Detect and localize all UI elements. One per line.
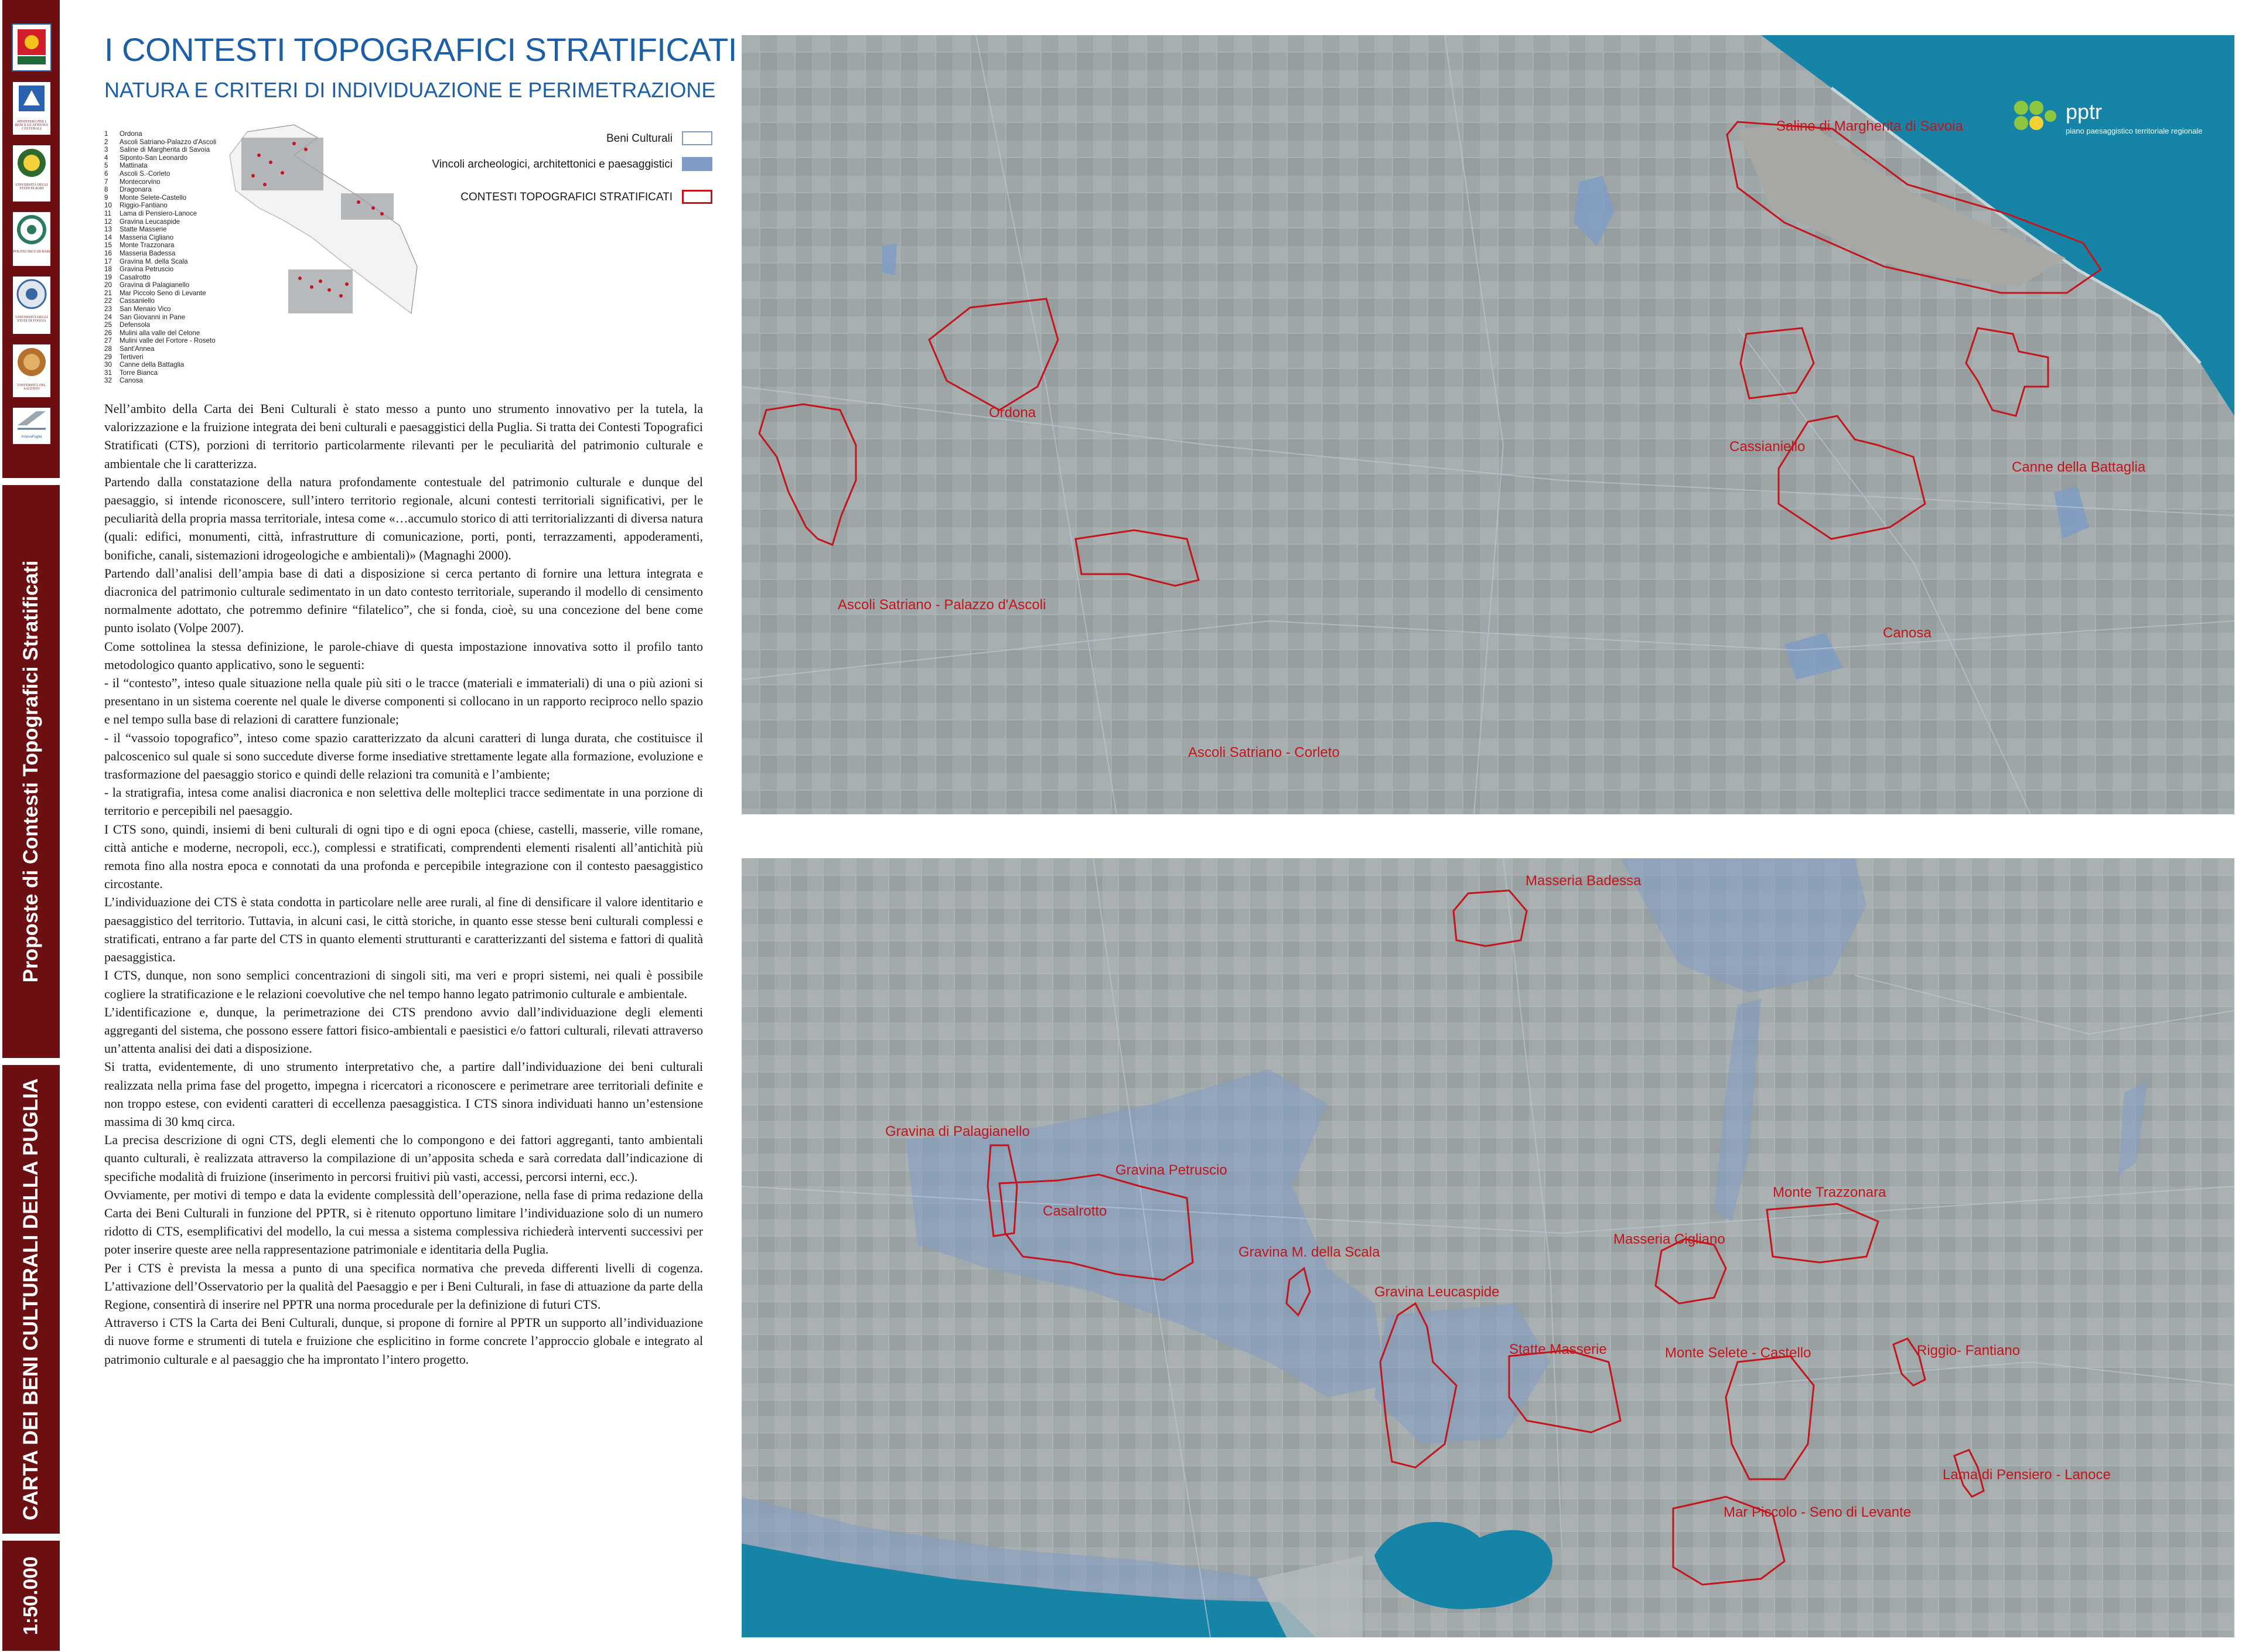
index-item	[104, 170, 216, 178]
map-bottom[interactable]	[742, 858, 2234, 1637]
cts-index-list	[104, 130, 216, 385]
body-paragraph: Come sottolinea la stessa definizione, le parole-chiave di questa impostazione innovativa sotto il profilo tanto metodologico quanto applicativo, sono le seguenti:	[104, 639, 703, 672]
index-item	[104, 321, 216, 329]
index-name: Saline di Margherita di Savoia	[120, 146, 210, 154]
index-item	[104, 377, 216, 385]
index-name: Tertiveri	[120, 353, 144, 361]
body-paragraph: - la stratigrafia, intesa come analisi diacronica e non selettiva delle molteplici tracce sedimentate in una porzione di territorio e percepibili nel paesaggio.	[104, 786, 703, 818]
legend-cts-label: CONTESTI TOPOGRAFICI STRATIFICATI	[460, 191, 673, 203]
index-item	[104, 178, 216, 186]
index-name: Ordona	[120, 130, 142, 138]
index-number: 6	[104, 169, 108, 178]
pptr-name: pptr	[2066, 100, 2103, 124]
index-number: 5	[104, 162, 108, 170]
map-top[interactable]	[742, 35, 2234, 814]
body-paragraph: - il “vassoio topografico”, inteso come spazio caratterizzato da alcuni caratteri di lunga durata, che costituisce il palcoscenico sul quale si sono succedute diverse forme insediative strettamente legate alla formazione, evoluzione e trasformazione del paesaggio storico e quindi delle relazioni tra comunità e l’ambiente;	[104, 731, 703, 782]
index-number: 11	[104, 209, 112, 217]
index-item	[104, 337, 216, 345]
index-number: 27	[104, 337, 112, 345]
index-item	[104, 289, 216, 298]
index-item	[104, 329, 216, 337]
index-item	[104, 130, 216, 138]
index-item	[104, 154, 216, 162]
index-number: 10	[104, 202, 112, 210]
index-name: Mulini alla valle del Celone	[120, 329, 200, 337]
universita-bari-logo	[13, 145, 50, 202]
index-number: 7	[104, 178, 108, 186]
index-item	[104, 369, 216, 377]
pptr-logo	[2013, 100, 2212, 146]
politecnico-bari-caption: POLITECNICO DI BARI	[13, 250, 50, 254]
body-paragraph: Attraverso i CTS la Carta dei Beni Culturali, dunque, si propone di fornire al PPTR un supporto all’individuazione di nuove forme e strumenti di tutela e fruizione che esplicitino in forme concrete l’approccio globale e integrato al patrimonio culturale e al paesaggio che ha improntato l’intero progetto.	[104, 1316, 703, 1367]
index-number: 20	[104, 281, 112, 289]
label-masseria-badessa: Masseria Badessa	[1526, 873, 1642, 889]
label-monte-trazzonara: Monte Trazzonara	[1773, 1185, 1886, 1200]
carta-label: CARTA DEI BENI CULTURALI DELLA PUGLIA	[19, 1078, 42, 1521]
label-ordona: Ordona	[989, 405, 1036, 421]
index-name: Mar Piccolo Seno di Levante	[120, 289, 206, 297]
label-ascoli-palazzo: Ascoli Satriano - Palazzo d'Ascoli	[838, 597, 1046, 613]
body-paragraph: Per i CTS è prevista la messa a punto di una specifica normativa che preveda differenti livelli di cogenza. L’attivazione dell’Osservatorio per la qualità del Paesaggio e per i Beni Culturali, in fase di attuazione da parte della Regione, consentirà di inserire nel PPTR una norma procedurale per la definizione di futuri CTS.	[104, 1261, 703, 1312]
universita-salento-logo	[13, 344, 50, 397]
legend-beni-swatch	[682, 131, 712, 145]
index-name: Mattinata	[120, 162, 148, 170]
politecnico-bari-logo	[13, 212, 50, 266]
index-item	[104, 194, 216, 202]
body-paragraph: I CTS sono, quindi, insiemi di beni culturali di ogni tipo e di ogni epoca (chiese, castelli, masserie, ville romane, città antiche e moderne, necropoli, ecc.), complessi e stratificati, comprendenti elementi risalenti all’antichità più remota fino alla nostra epoca e connotati da una profonda e percepibile integrazione con il contesto paesaggistico circostante.	[104, 822, 703, 892]
label-mar-piccolo: Mar Piccolo - Seno di Levante	[1724, 1504, 1912, 1520]
universita-salento-caption: UNIVERSITÀ DEL SALENTO	[17, 384, 46, 391]
index-item	[104, 218, 216, 226]
index-name: Gravina Leucaspide	[120, 217, 180, 226]
body-paragraph: Partendo dall’analisi dell’ampia base di dati a disposizione si cerca pertanto di fornire una lettura integrata e diacronica del patrimonio culturale sedimentato in un dato contesto territoriale, superando il modello di censimento normalmente adottato, che potremmo definire “filatelico”, che si fonda, cioè, su una concezione del bene come punto isolato (Volpe 2007).	[104, 566, 703, 636]
index-name: Dragonara	[120, 186, 152, 194]
index-item	[104, 305, 216, 313]
index-number: 3	[104, 146, 108, 154]
body-paragraph: L’individuazione dei CTS è stata condotta in particolare nelle aree rurali, al fine di densificare il valore identitario e paesaggistico del territorio. Tuttavia, in alcuni casi, le città storiche, in quanto esse stesse beni culturali complessi e stratificati, entrano a far parte del CTS in quanto elementi strutturanti e caratterizzanti del sistema e fattori di qualità paesaggistica.	[104, 895, 703, 965]
label-lama-pensiero: Lama di Pensiero - Lanoce	[1943, 1467, 2111, 1483]
index-item	[104, 241, 216, 250]
scale-box	[2, 1541, 60, 1651]
index-name: Canosa	[120, 377, 143, 385]
universita-foggia-caption: UNIVERSITÀ DEGLI STUDI DI FOGGIA	[15, 316, 48, 323]
index-item	[104, 210, 216, 218]
puglia-minimap	[224, 120, 423, 343]
index-name: Mulini valle del Fortore - Roseto	[120, 337, 216, 345]
index-item	[104, 202, 216, 210]
index-name: Lama di Pensiero-Lanoce	[120, 209, 197, 217]
index-number: 23	[104, 305, 112, 313]
scale-label: 1:50.000	[19, 1556, 42, 1636]
universita-foggia-logo	[13, 277, 50, 334]
index-number: 28	[104, 345, 112, 353]
label-gravina-petruscio: Gravina Petruscio	[1115, 1162, 1227, 1178]
index-name: Gravina Petruscio	[120, 265, 174, 274]
index-name: Masseria Badessa	[120, 249, 176, 257]
index-name: Monte Trazzonara	[120, 241, 175, 250]
index-item	[104, 234, 216, 242]
index-item	[104, 353, 216, 361]
label-gravina-palagianello: Gravina di Palagianello	[885, 1124, 1030, 1139]
label-canosa: Canosa	[1883, 625, 1932, 641]
label-cassianiello: Cassianiello	[1729, 439, 1806, 455]
label-monte-selete: Monte Selete - Castello	[1665, 1345, 1811, 1361]
proposte-label: Proposte di Contesti Topografici Stratificati	[19, 560, 42, 983]
body-paragraph: Ovviamente, per motivi di tempo e data la evidente complessità dell’operazione, nella fase di prima redazione della Carta dei Beni Culturali in funzione del PPTR, si è ritenuto opportuno limitare l’individuazione solo di un numero ridotto di CTS, esemplificativi del modello, la cui messa a sistema complessiva richiederà interventi successivi per poter inserire queste aree nella rappresentazione patrimoniale e identitaria della Puglia.	[104, 1187, 703, 1257]
index-number: 9	[104, 193, 108, 202]
index-item	[104, 345, 216, 353]
carta-box	[2, 1065, 60, 1534]
index-number: 22	[104, 297, 112, 305]
index-number: 16	[104, 249, 112, 257]
index-item	[104, 313, 216, 322]
ministero-logo	[13, 82, 50, 135]
index-number: 1	[104, 130, 108, 138]
index-item	[104, 138, 216, 146]
body-paragraph: - il “contesto”, inteso quale situazione nella quale più siti o le tracce (materiali e immateriali) di una o più azioni si presentano in un sistema coerente nel quale le diverse componenti si collocano in un rapporto reciproco nello spazio e nel tempo sulla base di relazioni di carattere funzionale;	[104, 676, 703, 727]
index-name: Cassaniello	[120, 297, 155, 305]
label-statte-masserie: Statte Masserie	[1509, 1342, 1607, 1357]
index-number: 26	[104, 329, 112, 337]
index-item	[104, 361, 216, 369]
index-name: Canne della Battaglia	[120, 361, 185, 369]
index-item	[104, 162, 216, 170]
index-number: 18	[104, 265, 112, 274]
pptr-dots-icon	[2013, 100, 2060, 141]
body-text	[104, 400, 703, 1369]
index-item	[104, 226, 216, 234]
proposte-box	[2, 485, 60, 1058]
index-number: 29	[104, 353, 112, 361]
index-name: Torre Bianca	[120, 368, 158, 377]
index-number: 24	[104, 313, 112, 321]
label-riggio-fantiano: Riggio- Fantiano	[1917, 1343, 2021, 1359]
index-number: 13	[104, 226, 112, 234]
index-name: Gravina M. della Scala	[120, 257, 188, 265]
index-name: Masseria Cigliano	[120, 233, 174, 241]
label-ascoli-corleto: Ascoli Satriano - Corleto	[1188, 745, 1340, 760]
index-number: 32	[104, 377, 112, 385]
index-item	[104, 265, 216, 274]
label-gravina-leucaspide: Gravina Leucaspide	[1374, 1284, 1500, 1300]
legend-beni-label: Beni Culturali	[606, 132, 673, 145]
index-name: Riggio-Fantiano	[120, 202, 168, 210]
index-name: Casalrotto	[120, 273, 151, 281]
body-paragraph: Nell’ambito della Carta dei Beni Culturali è stato messo a punto uno strumento innovativo per la tutela, la valorizzazione e la fruizione integrata dei beni culturali e paesaggistici della Puglia. Si tratta dei Contesti Topografici Stratificati (CTS), porzioni di territorio particolarmente rilevanti per le peculiarità del patrimonio culturale e ambientale che li caratterizza.	[104, 402, 703, 471]
index-name: Siponto-San Leonardo	[120, 153, 188, 162]
legend-vincoli-swatch	[682, 157, 712, 171]
index-number: 15	[104, 241, 112, 250]
index-name: San Giovanni in Pane	[120, 313, 186, 321]
legend-vincoli-label: Vincoli archeologici, architettonici e paesaggistici	[432, 158, 673, 170]
index-item	[104, 297, 216, 305]
index-name: Statte Masserie	[120, 226, 167, 234]
index-item	[104, 281, 216, 289]
page-subtitle: NATURA E CRITERI DI INDIVIDUAZIONE E PERIMETRAZIONE	[104, 78, 716, 102]
index-number: 25	[104, 321, 112, 329]
label-saline: Saline di Margherita di Savoia	[1776, 118, 1963, 134]
index-item	[104, 258, 216, 266]
legend	[434, 129, 712, 211]
index-item	[104, 250, 216, 258]
innovapuglia-logo	[13, 408, 50, 444]
regione-puglia-logo	[12, 23, 52, 71]
index-item	[104, 186, 216, 194]
index-number: 21	[104, 289, 112, 297]
index-number: 19	[104, 273, 112, 281]
universita-bari-caption: UNIVERSITÀ DEGLI STUDI DI BARI	[15, 183, 48, 190]
body-paragraph: I CTS, dunque, non sono semplici concentrazioni di singoli siti, ma veri e propri sistemi, nei quali è possibile cogliere la stratificazione e le relazioni coevolutive che nel tempo hanno legato patrimonio culturale e ambientale.	[104, 968, 703, 1001]
index-number: 8	[104, 186, 108, 194]
index-number: 12	[104, 217, 112, 226]
innovapuglia-caption: InnovaPuglia	[21, 435, 42, 439]
index-name: San Menaio Vico	[120, 305, 171, 313]
index-number: 31	[104, 368, 112, 377]
index-name: Defensola	[120, 321, 151, 329]
body-paragraph: La precisa descrizione di ogni CTS, degli elementi che lo compongono e dei fattori aggreganti, tanto ambientali quanto culturali, è realizzata attraverso la compilazione di un’apposita scheda e sarà corredata dall’indicazione di specifiche modalità di fruizione (inserimento in percorsi fruitivi più vasti, accessi, percorsi interni, ecc.).	[104, 1133, 703, 1184]
index-number: 14	[104, 233, 112, 241]
ministero-caption: MINISTERO PER I BENI E LE ATTIVITÀ CULTURALI	[15, 120, 49, 131]
logo-column	[8, 23, 55, 444]
body-paragraph: Si tratta, evidentemente, di uno strumento interpretativo che, a partire dall’individuazione dei beni culturali realizzata nella prima fase del progetto, impegna i ricercatori a riconoscere e perimetrare aree territoriali definite e non troppo estese, con evidenti caratteri di eccellenza paesaggistica. I CTS sinora individuati hanno un’estensione massima di 30 kmq circa.	[104, 1060, 703, 1129]
index-number: 30	[104, 361, 112, 369]
label-casalrotto: Casalrotto	[1043, 1203, 1107, 1219]
body-paragraph: Partendo dalla constatazione della natura profondamente contestuale del patrimonio culturale e dunque del paesaggio, si intende riconoscere, sull’intero territorio regionale, alcuni contesti territoriali significativi, per le peculiarità della propria massa territoriale, intesa come «…accumulo storico di atti territorializzanti di diversa natura (quali: edifici, monumenti, città, infrastrutture di comunicazione, porti, ponti, terrazzamenti, appoderamenti, bonifiche, canali, sistemazioni idrogeologiche e ambientali)» (Magnaghi 2000).	[104, 475, 703, 562]
body-paragraph: L’identificazione e, dunque, la perimetrazione dei CTS prendono avvio dall’individuazione degli elementi aggreganti del sistema, che possono essere fattori fisico-ambientali e paesistici e/o fattori culturali, rilevati attraverso un’attenta analisi dei dati a disposizione.	[104, 1005, 703, 1056]
index-name: Monte Selete-Castello	[120, 193, 187, 202]
index-number: 17	[104, 257, 112, 265]
index-name: Ascoli Satriano-Palazzo d'Ascoli	[120, 138, 217, 146]
page-title: I CONTESTI TOPOGRAFICI STRATIFICATI	[104, 31, 737, 68]
legend-cts-swatch	[682, 190, 712, 204]
index-number: 4	[104, 153, 108, 162]
index-item	[104, 274, 216, 282]
index-name: Gravina di Palagianello	[120, 281, 190, 289]
label-masseria-cigliano: Masseria Cigliano	[1613, 1231, 1725, 1247]
index-name: Ascoli S.-Corleto	[120, 169, 170, 178]
index-item	[104, 146, 216, 154]
pptr-tagline: piano paesaggistico territoriale regionale	[2066, 127, 2203, 135]
index-name: Montecorvino	[120, 178, 161, 186]
index-number: 2	[104, 138, 108, 146]
label-gravina-m-scala: Gravina M. della Scala	[1238, 1244, 1380, 1260]
label-canne-battaglia: Canne della Battaglia	[2012, 459, 2146, 475]
index-name: Sant'Annea	[120, 345, 155, 353]
